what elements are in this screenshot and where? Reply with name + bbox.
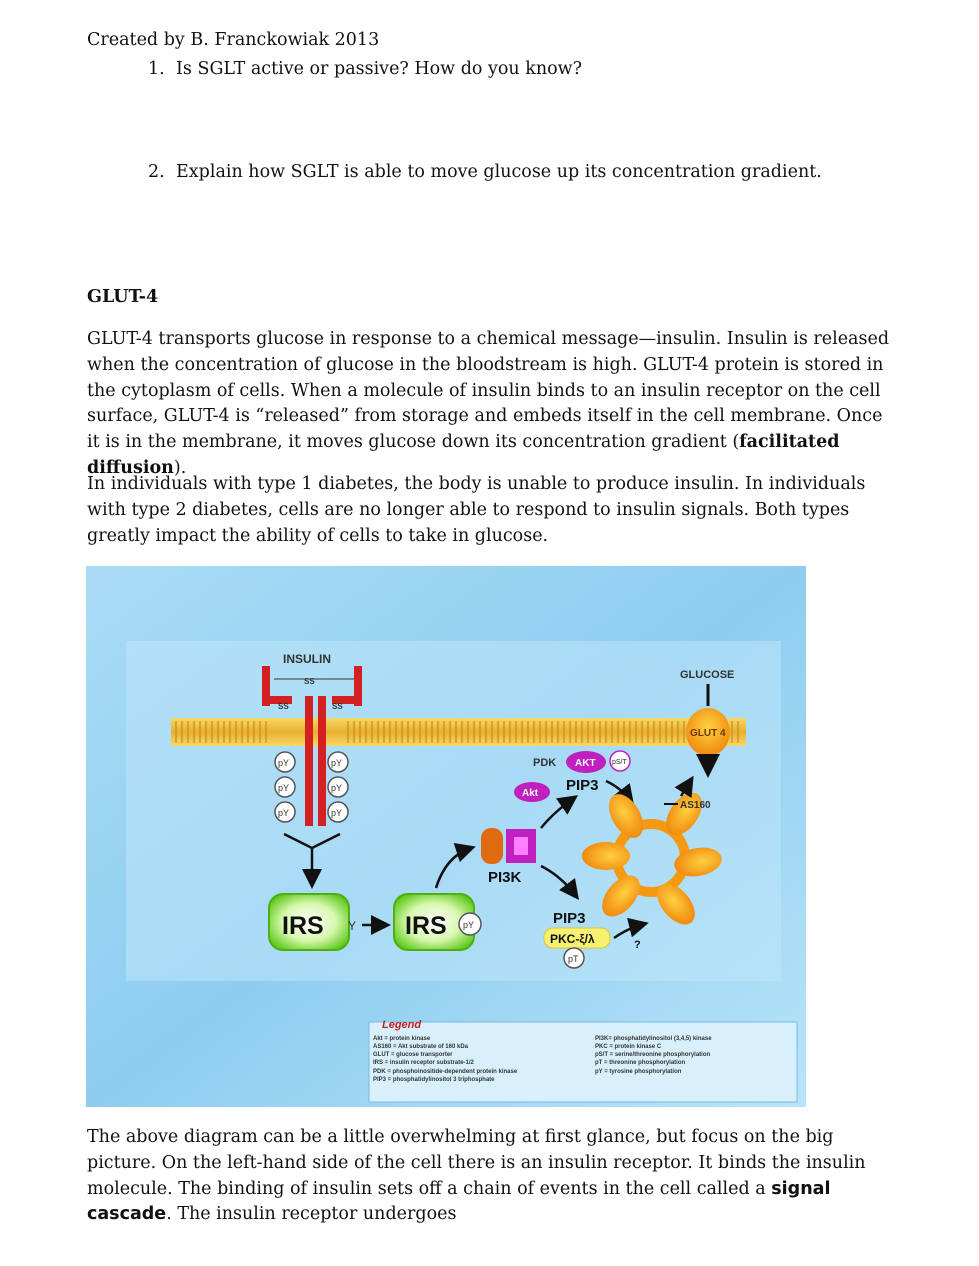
svg-text:pY: pY <box>331 783 343 793</box>
irs-label-2: IRS <box>405 912 447 940</box>
py-sites-left <box>275 752 295 822</box>
svg-text:pY: pY <box>278 758 290 768</box>
receptor-beta-right <box>318 696 326 826</box>
py-label-irs: pY <box>463 920 475 930</box>
question-number: 1. <box>148 59 165 79</box>
pst-label: pS/T <box>612 759 627 766</box>
question-1 <box>148 59 582 79</box>
pi3k-subunit-orange <box>481 828 503 864</box>
insulin-label: INSULIN <box>283 652 331 666</box>
pip3-label-bottom: PIP3 <box>553 910 586 927</box>
pt-label: pT <box>568 954 579 964</box>
svg-text:GLUT = glucose transporter: GLUT = glucose transporter <box>373 1052 453 1058</box>
svg-text:pY: pY <box>278 808 290 818</box>
pi3k-subunit-highlight <box>514 837 528 855</box>
glut4-label: GLUT 4 <box>690 728 726 739</box>
svg-text:pY: pY <box>331 808 343 818</box>
ss-label: SS <box>304 677 315 686</box>
receptor-beta-left <box>305 696 313 826</box>
insulin-signaling-diagram <box>86 566 806 1107</box>
irs-label-1: IRS <box>282 912 324 940</box>
ss-label-right: SS <box>332 702 343 711</box>
question-mark: ? <box>634 939 641 951</box>
svg-text:pY: pY <box>331 758 343 768</box>
svg-text:AS160 = Akt substrate of 160 k: AS160 = Akt substrate of 160 kDa <box>373 1044 468 1050</box>
svg-text:Akt = protein kinase: Akt = protein kinase <box>373 1036 431 1042</box>
question-text: Is SGLT active or passive? How do you know? <box>176 59 583 79</box>
svg-text:pS/T = serine/threonine phosph: pS/T = serine/threonine phosphorylation <box>595 1052 711 1058</box>
section-heading: GLUT-4 <box>87 287 159 307</box>
created-by: Created by B. Franckowiak 2013 <box>87 30 380 50</box>
svg-text:pY = tyrosine phosphorylation: pY = tyrosine phosphorylation <box>595 1069 682 1075</box>
pdk-label: PDK <box>533 757 557 769</box>
svg-text:pY: pY <box>278 783 290 793</box>
paragraph-text: The above diagram can be a little overwhelming at first glance, but focus on the big picture. On the left-hand side of the cell there is an insulin receptor. It binds the insulin molecule. The binding of insulin sets off a chain of events in the cell called a <box>87 1127 866 1199</box>
question-text: Explain how SGLT is able to move glucose up its concentration gradient. <box>176 162 822 182</box>
svg-text:PDK = phosphoinositide-depende: PDK = phosphoinositide-dependent protein kinase <box>373 1069 518 1075</box>
svg-text:PI3K= phosphatidylinositol (3,: PI3K= phosphatidylinositol (3,4,5) kinase <box>595 1036 712 1042</box>
bold-term: signal cascade <box>87 1178 831 1225</box>
svg-text:PKC = protein kinase C: PKC = protein kinase C <box>595 1044 662 1050</box>
paragraph-1 <box>87 327 897 482</box>
pkc-label: PKC-ξ/λ <box>550 932 595 946</box>
pi3k-label: PI3K <box>488 869 522 886</box>
y-label: Y <box>348 919 357 933</box>
paragraph-text: ). <box>173 457 187 478</box>
py-sites-right <box>328 752 348 822</box>
question-number: 2. <box>148 162 165 182</box>
svg-text:IRS = insulin receptor substra: IRS = insulin receptor substrate-1/2 <box>373 1060 474 1066</box>
paragraph-2: In individuals with type 1 diabetes, the body is unable to produce insulin. In individuals with type 2 diabetes, cells are no longer able to respond to insulin signals. Both types greatly impact the ability of cells to take in glucose. <box>87 474 866 546</box>
paragraph-3 <box>87 1125 897 1228</box>
question-2 <box>148 162 822 182</box>
akt-label-top: AKT <box>575 758 596 769</box>
bold-term: facilitated diffusion <box>87 432 840 478</box>
svg-text:pT = threonine phosphorylation: pT = threonine phosphorylation <box>595 1060 686 1066</box>
legend-title: Legend <box>382 1019 422 1031</box>
pip3-label-top: PIP3 <box>566 777 599 794</box>
ss-label-left: SS <box>278 702 289 711</box>
glucose-label: GLUCOSE <box>680 669 735 681</box>
as160-label: AS160 <box>680 800 711 811</box>
paragraph-text: . The insulin receptor undergoes <box>166 1204 457 1225</box>
akt-label-cyto: Akt <box>522 788 539 799</box>
svg-text:PIP3 = phosphatidylinositol 3: PIP3 = phosphatidylinositol 3 triphosphate <box>373 1077 495 1083</box>
paragraph-text: GLUT-4 transports glucose in response to a chemical message—insulin. Insulin is released when the concentration of glucose in the bloodstream is high. GLUT-4 protein is stored in the cytoplasm of cells. When a molecule of insulin binds to an insulin receptor on the cell surface, GLUT-4 is “released” from storage and embeds itself in the cell membrane. Once it is in the membrane, it moves glucose down its concentration gradient ( <box>87 329 890 453</box>
